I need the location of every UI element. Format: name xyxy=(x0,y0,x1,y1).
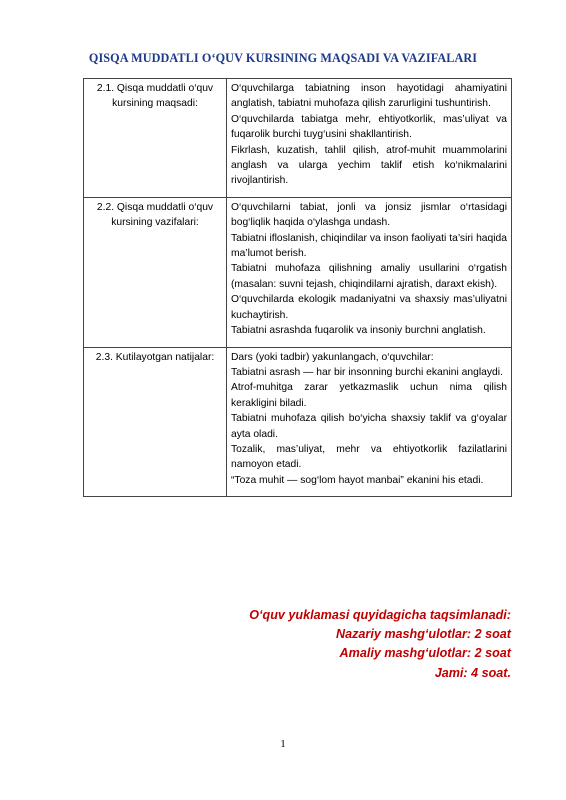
paragraph: Atrof-muhitga zarar yetkazmaslik uchun nima qilish kerakligini biladi. xyxy=(231,382,507,409)
row-label: 2.2. Qisqa muddatli o‘quv kursining vazifalari: xyxy=(84,197,227,347)
course-table xyxy=(83,78,512,497)
summary-practice-hours: Amaliy mashg‘ulotlar: 2 soat xyxy=(339,646,511,661)
table-row xyxy=(84,79,512,198)
paragraph: Fikrlash, kuzatish, tahlil qilish, atrof-muhit muammolarini anglash va ularga yechim taklif etish ko‘nikmalarini rivojlantirish. xyxy=(231,144,507,187)
table-row xyxy=(84,197,512,347)
page-number: 1 xyxy=(280,738,286,750)
row-content xyxy=(227,79,512,198)
summary-theory-hours: Nazariy mashg‘ulotlar: 2 soat xyxy=(336,627,511,642)
paragraph: Tabiatni ifloslanish, chiqindilar va inson faoliyati ta’siri haqida ma’lumot berish. xyxy=(231,232,507,260)
row-label: 2.3. Kutilayotgan natijalar: xyxy=(84,347,227,497)
document-title: QISQA MUDDATLI O‘QUV KURSINING MAQSADI VA VAZIFALARI xyxy=(88,51,478,65)
row-content xyxy=(227,347,512,497)
row-label: 2.1. Qisqa muddatli o‘quv kursining maqsadi: xyxy=(84,79,227,198)
paragraph: O‘quvchilarga tabiatning inson hayotidagi ahamiyatini anglatish, tabiatni muhofaza qilish zarurligini tushuntirish. xyxy=(231,83,507,110)
paragraph: O‘quvchilarda tabiatga mehr, ehtiyotkorlik, mas’uliyat va fuqarolik burchi tuyg‘usini shakllantirish. xyxy=(231,113,507,141)
workload-summary xyxy=(249,606,511,683)
paragraph: Tabiatni muhofaza qilishning amaliy usullarini o‘rgatish (masalan: suvni tejash, chiqindilarni ajratish, daraxt ekish). xyxy=(231,263,507,290)
summary-heading: O‘quv yuklamasi quyidagicha taqsimlanadi: xyxy=(249,608,511,622)
row-content xyxy=(227,197,512,347)
summary-total-hours: Jami: 4 soat. xyxy=(434,665,511,680)
paragraph: Tozalik, mas’uliyat, mehr va ehtiyotkorlik fazilatlarini namoyon etadi. xyxy=(231,443,507,471)
paragraph: Dars (yoki tadbir) yakunlangach, o‘quvchilar: xyxy=(231,351,434,363)
paragraph: Tabiatni asrashda fuqarolik va insoniy burchni anglatish. xyxy=(231,325,486,337)
paragraph: O‘quvchilarda ekologik madaniyatni va shaxsiy mas’uliyatni kuchaytirish. xyxy=(231,294,507,321)
paragraph: Tabiatni muhofaza qilish bo‘yicha shaxsiy taklif va g‘oyalar ayta oladi. xyxy=(231,413,507,440)
table-row xyxy=(84,347,512,497)
paragraph: O‘quvchilarni tabiat, jonli va jonsiz jismlar o‘rtasidagi bog‘liqlik haqida o‘ylashga undash. xyxy=(231,201,507,229)
paragraph: Tabiatni asrash — har bir insonning burchi ekanini anglaydi. xyxy=(231,366,503,378)
paragraph: “Toza muhit — sog‘lom hayot manbai” ekanini his etadi. xyxy=(231,474,484,486)
